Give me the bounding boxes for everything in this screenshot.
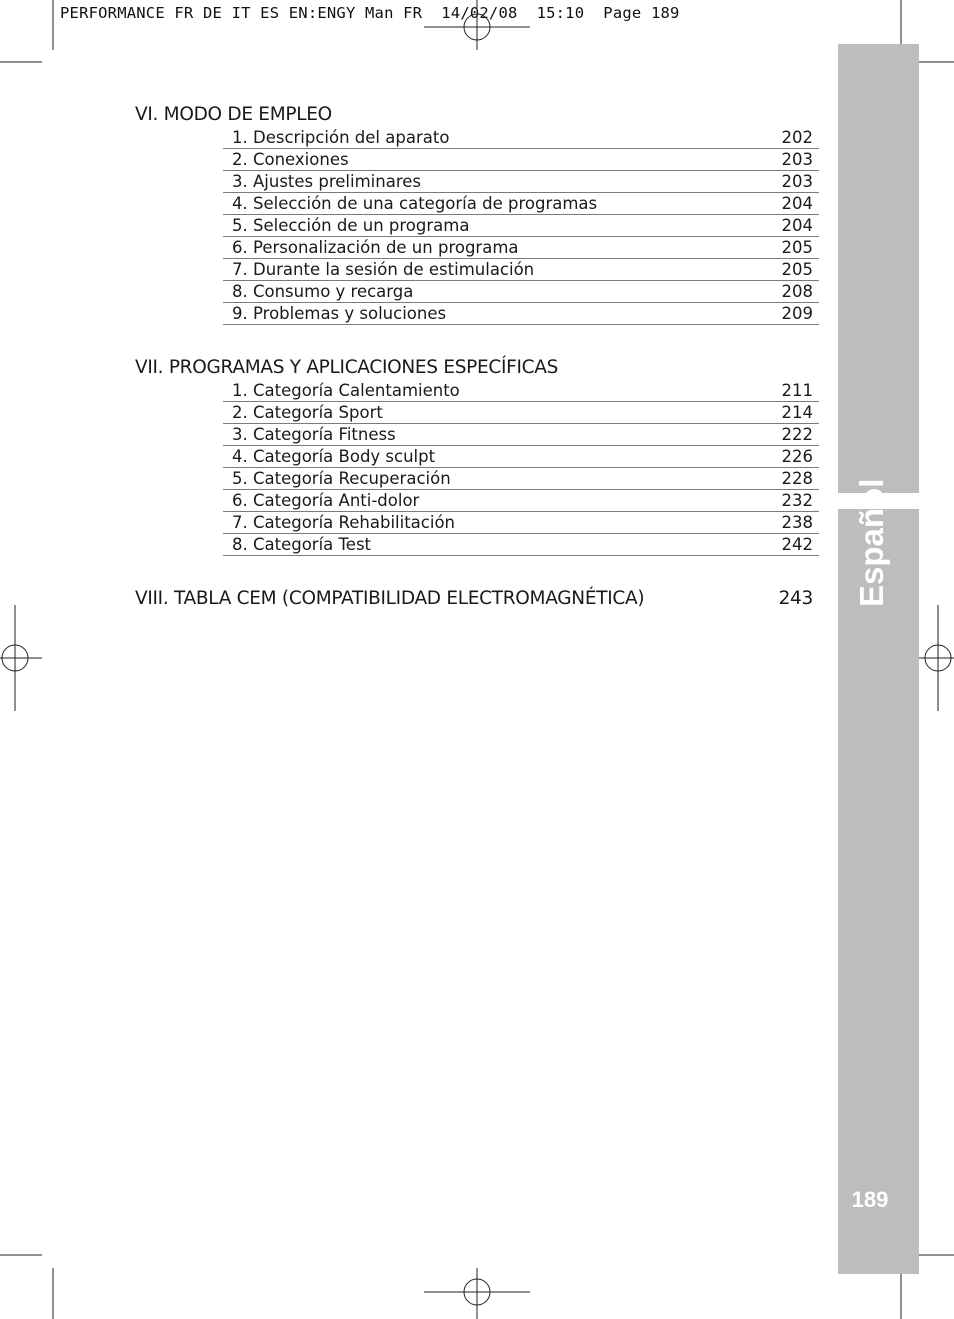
toc-entry-page: 204 [781, 194, 813, 213]
section-heading [135, 102, 819, 127]
toc-entry-page: 208 [781, 282, 813, 301]
toc-entry-page: 211 [781, 381, 813, 400]
toc-entry-page: 214 [781, 403, 813, 422]
toc-entry-label: 5. Selección de un programa [232, 216, 470, 235]
toc-entry[interactable] [223, 193, 819, 215]
toc-entry-label: 2. Conexiones [232, 150, 349, 169]
toc-entry[interactable] [223, 446, 819, 468]
toc-entry-page: 222 [781, 425, 813, 444]
toc-entry-label: 6. Personalización de un programa [232, 238, 519, 257]
toc-entry-page: 238 [781, 513, 813, 532]
toc-entry-label: 4. Categoría Body sculpt [232, 447, 436, 466]
toc-entry-label: 5. Categoría Recuperación [232, 469, 451, 488]
section-title: VI. MODO DE EMPLEO [135, 104, 332, 125]
section-title: VIII. TABLA CEM (COMPATIBILIDAD ELECTROMAGNÉTICA) [135, 588, 645, 609]
toc-entry[interactable] [223, 402, 819, 424]
toc-entry-label: 2. Categoría Sport [232, 403, 383, 422]
toc-entry[interactable] [223, 490, 819, 512]
toc-entry-page: 204 [781, 216, 813, 235]
toc-entry-label: 7. Categoría Rehabilitación [232, 513, 455, 532]
section-title: VII. PROGRAMAS Y APLICACIONES ESPECÍFICAS [135, 357, 559, 378]
toc-entry-page: 209 [781, 304, 813, 323]
toc-entry-page: 202 [781, 128, 813, 147]
toc-entry-label: 8. Consumo y recarga [232, 282, 414, 301]
section-heading [135, 586, 819, 611]
toc-entry-page: 205 [781, 238, 813, 257]
toc-entry-page: 205 [781, 260, 813, 279]
toc-entry-list [223, 127, 819, 325]
toc-entry[interactable] [223, 127, 819, 149]
toc-entry-page: 232 [781, 491, 813, 510]
toc-entry-page: 228 [781, 469, 813, 488]
toc-entry-list [223, 380, 819, 556]
toc-entry[interactable] [223, 237, 819, 259]
toc-entry-page: 203 [781, 150, 813, 169]
toc-entry[interactable] [223, 512, 819, 534]
toc-entry[interactable] [223, 424, 819, 446]
language-tab-label: Español [853, 478, 890, 607]
section-page: 243 [778, 588, 813, 609]
toc-entry-label: 1. Categoría Calentamiento [232, 381, 460, 400]
toc-entry-label: 3. Ajustes preliminares [232, 172, 421, 191]
toc-entry-label: 9. Problemas y soluciones [232, 304, 447, 323]
toc-section-modo-de-empleo [135, 102, 819, 325]
toc-entry[interactable] [223, 468, 819, 490]
language-sidebar [838, 44, 919, 1274]
page-number: 189 [851, 1187, 889, 1212]
toc-entry[interactable] [223, 149, 819, 171]
print-slug-line: PERFORMANCE FR DE IT ES EN:ENGY Man FR 14/02/08 15:10 Page 189 [60, 4, 680, 22]
toc-entry-page: 242 [781, 535, 813, 554]
toc-section-tabla-cem[interactable] [135, 586, 819, 611]
toc-entry-label: 3. Categoría Fitness [232, 425, 396, 444]
toc-entry-label: 7. Durante la sesión de estimulación [232, 260, 535, 279]
toc-entry-page: 203 [781, 172, 813, 191]
toc-entry[interactable] [223, 281, 819, 303]
toc-entry[interactable] [223, 259, 819, 281]
toc-entry[interactable] [223, 215, 819, 237]
toc-entry-page: 226 [781, 447, 813, 466]
toc-entry[interactable] [223, 303, 819, 325]
toc-entry[interactable] [223, 534, 819, 556]
toc-section-programas [135, 355, 819, 556]
toc-entry-label: 1. Descripción del aparato [232, 128, 450, 147]
section-heading [135, 355, 819, 380]
toc-entry-label: 8. Categoría Test [232, 535, 372, 554]
toc-entry-label: 6. Categoría Anti-dolor [232, 491, 420, 510]
toc-entry[interactable] [223, 171, 819, 193]
toc-entry[interactable] [223, 380, 819, 402]
toc-entry-label: 4. Selección de una categoría de programas [232, 194, 598, 213]
